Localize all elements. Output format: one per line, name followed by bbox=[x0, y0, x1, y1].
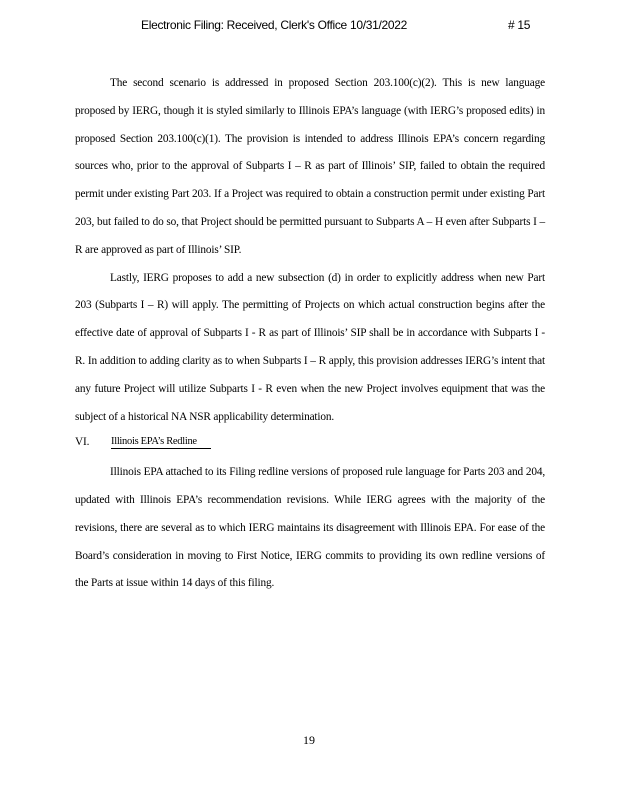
document-body bbox=[75, 70, 545, 598]
page-number: 19 bbox=[303, 733, 315, 747]
filing-stamp-header bbox=[0, 18, 618, 34]
paragraph-new-subsection: Lastly, IERG proposes to add a new subsection (d) in order to explicitly address when new Part 203 (Subparts I – R) will apply. The permitting of Projects on which actual construction begins after the effective date of approval of Subparts I - R as part of Illinois’ SIP shall be in accordance with Subparts I - R. In addition to adding clarity as to when Subparts I – R apply, this provision addresses IERG’s intent that any future Project will utilize Subparts I - R even when the new Project involves equipment that was the subject of a historical NA NSR applicability determination. bbox=[75, 271, 545, 423]
section-title: Illinois EPA’s Redline bbox=[111, 436, 211, 449]
document-number: # 15 bbox=[508, 18, 531, 32]
section-heading bbox=[75, 431, 545, 459]
paragraph-redline: Illinois EPA attached to its Filing redline versions of proposed rule language for Parts 203 and 204, updated with Illinois EPA’s recommendation revisions. While IERG agrees with the majority of the revisions, there are several as to which IERG maintains its disagreement with Illinois EPA. For ease of the Board’s consideration in moving to First Notice, IERG commits to providing its own redline versions of the Parts at issue within 14 days of this filing. bbox=[75, 466, 545, 590]
section-number: VI. bbox=[75, 436, 90, 449]
paragraph-second-scenario: The second scenario is addressed in proposed Section 203.100(c)(2). This is new language proposed by IERG, though it is styled similarly to Illinois EPA’s language (with IERG’s proposed edits) in proposed Section 203.100(c)(1). The provision is intended to address Illinois EPA’s concern regarding sources who, prior to the approval of Subparts I – R as part of Illinois’ SIP, failed to obtain the required permit under existing Part 203. If a Project was required to obtain a construction permit under existing Part 203, but failed to do so, that Project should be permitted pursuant to Subparts A – H even after Subparts I – R are approved as part of Illinois’ SIP. bbox=[75, 77, 545, 256]
filing-stamp-text: Electronic Filing: Received, Clerk's Office 10/31/2022 bbox=[141, 18, 408, 32]
